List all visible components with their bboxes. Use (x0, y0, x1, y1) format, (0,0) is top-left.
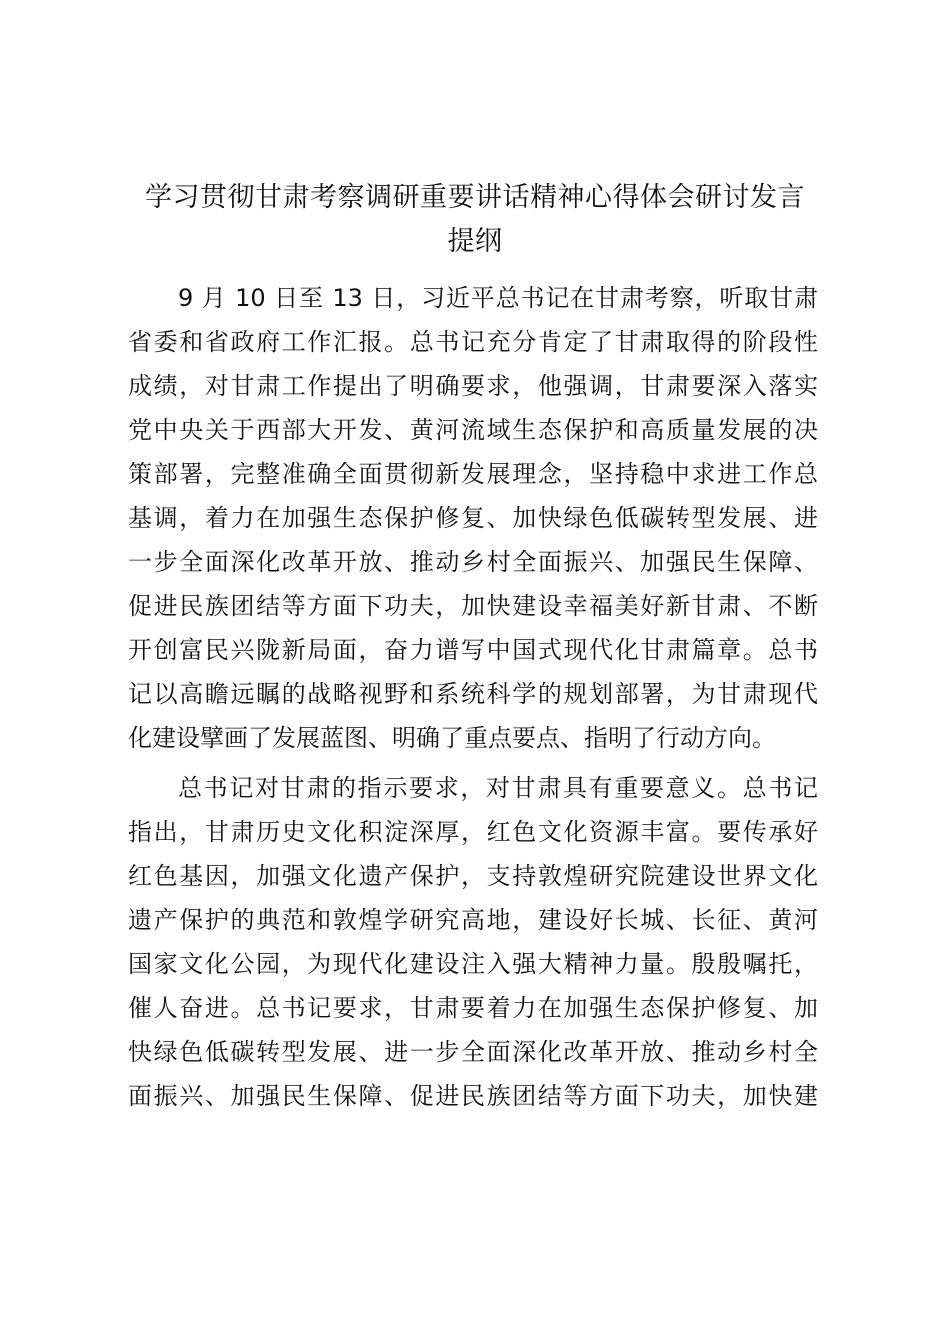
document-title-line-1: 学习贯彻甘肃考察调研重要讲话精神心得体会研讨发言 (145, 182, 805, 213)
paragraph-2-line: 面振兴、加强民生保障、促进民族团结等方面下功夫，加快建 (128, 1082, 818, 1110)
paragraph-1-line: 化建设擘画了发展蓝图、明确了重点要点、指明了行动方向。 (128, 724, 776, 752)
paragraph-2-line: 红色基因，加强文化遗产保护，支持敦煌研究院建设世界文化 (128, 862, 818, 890)
paragraph-2-line: 国家文化公园，为现代化建设注入强大精神力量。殷殷嘱托， (128, 950, 818, 978)
paragraph-1-line: 基调，着力在加强生态保护修复、加快绿色低碳转型发展、进 (128, 504, 818, 532)
paragraph-1-line: 一步全面深化改革开放、推动乡村全面振兴、加强民生保障、 (128, 548, 818, 576)
paragraph-1-line: 党中央关于西部大开发、黄河流域生态保护和高质量发展的决 (128, 416, 818, 444)
paragraph-2-line: 指出，甘肃历史文化积淀深厚，红色文化资源丰富。要传承好 (128, 818, 818, 846)
paragraph-2-line: 快绿色低碳转型发展、进一步全面深化改革开放、推动乡村全 (128, 1038, 818, 1066)
paragraph-2-line: 遗产保护的典范和敦煌学研究高地，建设好长城、长征、黄河 (128, 906, 818, 934)
paragraph-1-line: 成绩，对甘肃工作提出了明确要求，他强调，甘肃要深入落实 (128, 372, 818, 400)
paragraph-1-line: 省委和省政府工作汇报。总书记充分肯定了甘肃取得的阶段性 (128, 328, 818, 356)
paragraph-1-line: 策部署，完整准确全面贯彻新发展理念，坚持稳中求进工作总 (128, 460, 818, 488)
paragraph-1-line: 开创富民兴陇新局面，奋力谱写中国式现代化甘肃篇章。总书 (128, 636, 818, 664)
paragraph-2-line: 总书记对甘肃的指示要求，对甘肃具有重要意义。总书记 (178, 774, 818, 802)
document-title-line-2: 提纲 (447, 226, 503, 257)
paragraph-1-line: 记以高瞻远瞩的战略视野和系统科学的规划部署，为甘肃现代 (128, 680, 818, 708)
paragraph-1-line: 促进民族团结等方面下功夫，加快建设幸福美好新甘肃、不断 (128, 592, 818, 620)
paragraph-1-line: 9 月 10 日至 13 日，习近平总书记在甘肃考察，听取甘肃 (178, 284, 818, 312)
paragraph-2-line: 催人奋进。总书记要求，甘肃要着力在加强生态保护修复、加 (128, 994, 818, 1022)
